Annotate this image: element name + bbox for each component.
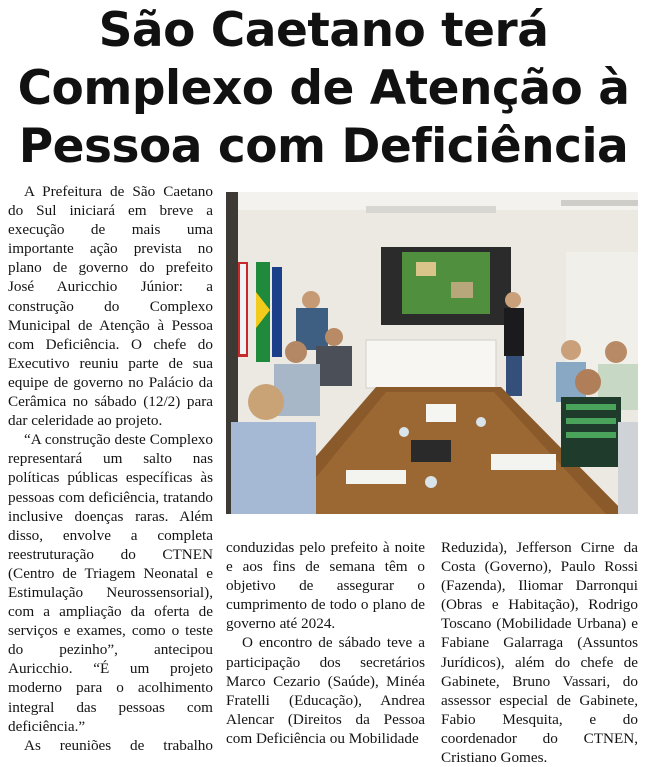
headline-line: São Caetano terá [98, 3, 549, 58]
article-column-3 [441, 538, 638, 767]
headline-line: Pessoa com Deficiência [18, 119, 629, 174]
paragraph: O encontro de sábado teve a participação dos secretários Marco Cezario (Saúde), Minéa Fratelli (Educação), Andrea Alencar (Direitos da Pessoa com Deficiência ou Mobilidade [226, 634, 425, 747]
paragraph: “A construção deste Complexo representará um salto nas políticas públicas específicas às pessoas com deficiência, tratando inclusive doenças raras. Além disso, envolve a completa reestruturação do CTNEN (Centro de Triagem Neonatal e Estimulação Neurossensorial), com a ampliação da oferta de serviços e exames, como o teste do pezinho”, antecipou Auricchio. “É um projeto moderno para o acolhimento integral das pessoas com deficiência.” [8, 431, 213, 735]
article-column-1 [8, 182, 213, 755]
paragraph: A Prefeitura de São Caetano do Sul iniciará em breve a execução de mais uma importante ação prevista no plano de governo do prefeito José Auricchio Júnior: a construção do Complexo Municipal de Atenção à Pessoa com Deficiência. O chefe do Executivo reuniu parte de sua equipe de governo no Palácio da Cerâmica no sábado (12/2) para dar celeridade ao projeto. [8, 183, 213, 430]
paragraph: As reuniões de trabalho [24, 736, 213, 754]
meeting-room-illustration [226, 192, 638, 514]
headline-line: Complexo de Atenção à [17, 61, 630, 116]
paragraph: Reduzida), Jefferson Cirne da Costa (Governo), Paulo Rossi (Fazenda), Iliomar Darronqui (Obras e Habitação), Rodrigo Toscano (Mobilidade Urbana) e Fabiane Galarraga (Assuntos Jurídicos), além do chefe de Gabinete, Bruno Vassari, do assessor especial de Gabinete, Fabio Mesquita, e do coordenador do CTNEN, Cristiano Gomes. [441, 539, 638, 767]
meeting-photo [226, 192, 638, 514]
article-headline [10, 2, 637, 176]
paragraph: conduzidas pelo prefeito à noite e aos fins de semana têm o objetivo de assegurar o cumprimento de todo o plano de governo até 2024. [226, 539, 425, 633]
article-column-2 [226, 538, 425, 748]
